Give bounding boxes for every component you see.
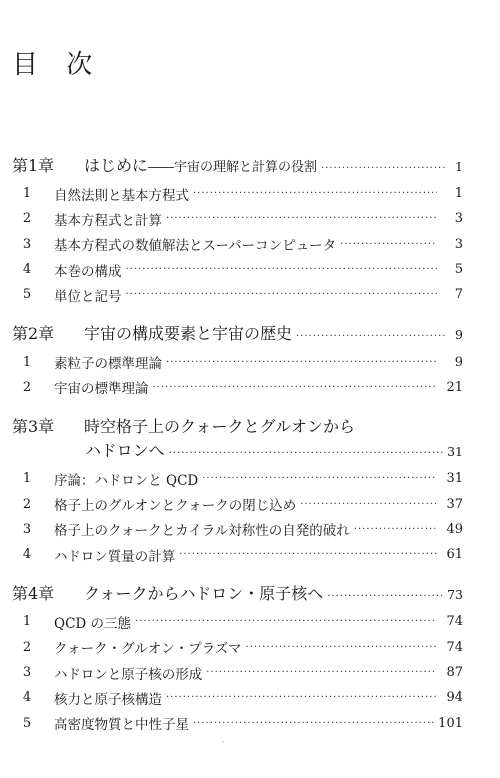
section-number: 1 [22, 614, 32, 630]
section-number: 5 [22, 287, 32, 303]
leader-dots [296, 331, 445, 342]
section-number: 2 [22, 211, 32, 227]
section-page: 101 [438, 715, 463, 731]
chapter-label: 第1章 [12, 156, 55, 175]
section-page: 74 [446, 614, 463, 630]
chapter-heading[interactable] [12, 581, 463, 605]
chapter-2 [12, 321, 463, 400]
leader-dots [126, 264, 438, 275]
leader-dots [153, 382, 438, 393]
chapter-title-line2: ハドロンへ [85, 441, 165, 461]
section-title: QCD の三態 [54, 615, 132, 632]
chapter-heading[interactable] [12, 321, 463, 345]
leader-dots [193, 718, 434, 729]
section-title: 本巻の構成 [54, 263, 122, 280]
section-entry[interactable] [12, 517, 463, 542]
section-entry[interactable] [12, 375, 463, 400]
section-title: 自然法則と基本方程式 [54, 187, 189, 204]
chapter-4 [12, 581, 463, 735]
section-number: 4 [22, 262, 32, 278]
section-number: 3 [22, 665, 32, 680]
chapter-title: はじめに――宇宙の理解と計算の役割 [84, 156, 318, 175]
section-page: 21 [446, 379, 463, 395]
section-number: 2 [22, 379, 32, 395]
section-number: 1 [22, 354, 32, 370]
section-number: 2 [22, 639, 32, 655]
chapter-label: 第3章 [12, 417, 55, 437]
section-title: 核力と原子核構造 [54, 691, 162, 708]
section-number: 3 [22, 521, 32, 537]
section-page: 7 [454, 287, 463, 303]
section-page: 31 [446, 471, 463, 487]
section-page: 37 [446, 496, 463, 512]
leader-dots [202, 473, 437, 484]
section-title: 格子上のグルオンとクォークの閉じ込め [54, 498, 297, 515]
section-entry[interactable] [12, 609, 463, 634]
section-title: 高密度物質と中性子星 [54, 717, 189, 734]
chapter-1 [12, 153, 463, 307]
section-entry[interactable] [12, 635, 463, 660]
chapter-3 [12, 414, 463, 567]
section-number: 5 [22, 715, 32, 731]
section-number: 1 [22, 186, 32, 202]
section-entry[interactable] [12, 349, 463, 374]
leader-dots [135, 616, 437, 627]
section-entry[interactable] [12, 660, 463, 685]
section-title: 基本方程式と計算 [54, 212, 162, 229]
chapter-label: 第4章 [12, 584, 55, 604]
section-number: 1 [22, 471, 32, 487]
section-title: 格子上のクォークとカイラル対称性の自発的破れ [54, 523, 350, 540]
chapter-title: 時空格子上のクォークとグルオンから [84, 417, 356, 437]
chapter-title: クォークからハドロン・原子核へ [84, 584, 324, 604]
leader-dots [166, 357, 437, 368]
section-page: 94 [446, 690, 463, 706]
section-list [12, 466, 463, 567]
leader-dots [179, 549, 437, 560]
section-entry[interactable] [12, 491, 463, 516]
chapter-page: 31 [447, 444, 463, 460]
section-number: 3 [22, 236, 32, 252]
section-number: 4 [22, 690, 32, 706]
section-number: 4 [22, 547, 32, 563]
chapter-title: 宇宙の構成要素と宇宙の歴史 [84, 324, 293, 344]
section-title: 宇宙の標準理論 [54, 381, 149, 398]
leader-dots [246, 642, 437, 653]
section-entry[interactable] [12, 181, 463, 206]
section-list [12, 349, 463, 400]
section-page: 87 [446, 665, 463, 680]
chapter-heading[interactable] [12, 414, 463, 438]
section-title: 単位と記号 [54, 288, 122, 305]
leader-dots [300, 499, 437, 510]
section-page: 3 [454, 236, 463, 252]
section-title: 序論：ハドロンと QCD [54, 472, 199, 489]
section-title: ハドロンと原子核の形成 [54, 666, 203, 683]
leader-dots [354, 524, 437, 535]
chapter-page: 73 [447, 587, 463, 603]
section-list [12, 181, 463, 307]
section-title: ハドロン質量の計算 [54, 548, 176, 565]
leader-dots [321, 163, 445, 174]
section-page: 49 [446, 521, 463, 537]
section-page: 1 [454, 186, 463, 202]
table-of-contents [12, 153, 463, 750]
leader-dots [166, 692, 437, 703]
leader-dots [166, 213, 437, 224]
chapter-label: 第2章 [12, 324, 55, 344]
section-entry[interactable] [12, 232, 463, 257]
leader-dots [169, 448, 443, 459]
section-page: 61 [446, 547, 463, 563]
section-entry[interactable] [12, 710, 463, 735]
leader-dots [327, 591, 443, 602]
page-title: 目 次 [12, 50, 103, 80]
leader-dots [340, 239, 437, 250]
page-speck: · [222, 738, 225, 747]
leader-dots [193, 188, 437, 199]
chapter-title-continued[interactable] [12, 438, 463, 462]
section-title: クォーク・グルオン・プラズマ [54, 641, 242, 658]
section-page: 3 [454, 211, 463, 227]
chapter-subtitle: ――宇宙の理解と計算の役割 [148, 160, 318, 175]
chapter-page: 1 [455, 159, 463, 174]
section-list [12, 609, 463, 735]
leader-dots [206, 667, 437, 678]
section-entry[interactable] [12, 282, 463, 307]
section-page: 74 [446, 639, 463, 655]
section-entry[interactable] [12, 542, 463, 567]
section-title: 素粒子の標準理論 [54, 356, 162, 373]
section-entry[interactable] [12, 466, 463, 491]
section-title: 基本方程式の数値解法とスーパーコンピュータ [54, 238, 337, 255]
chapter-page: 9 [455, 327, 463, 343]
section-page: 9 [454, 354, 463, 370]
section-number: 2 [22, 496, 32, 512]
section-entry[interactable] [12, 206, 463, 231]
leader-dots [126, 289, 438, 300]
chapter-heading[interactable] [12, 153, 463, 177]
section-page: 5 [454, 262, 463, 278]
section-entry[interactable] [12, 257, 463, 282]
section-entry[interactable] [12, 685, 463, 710]
